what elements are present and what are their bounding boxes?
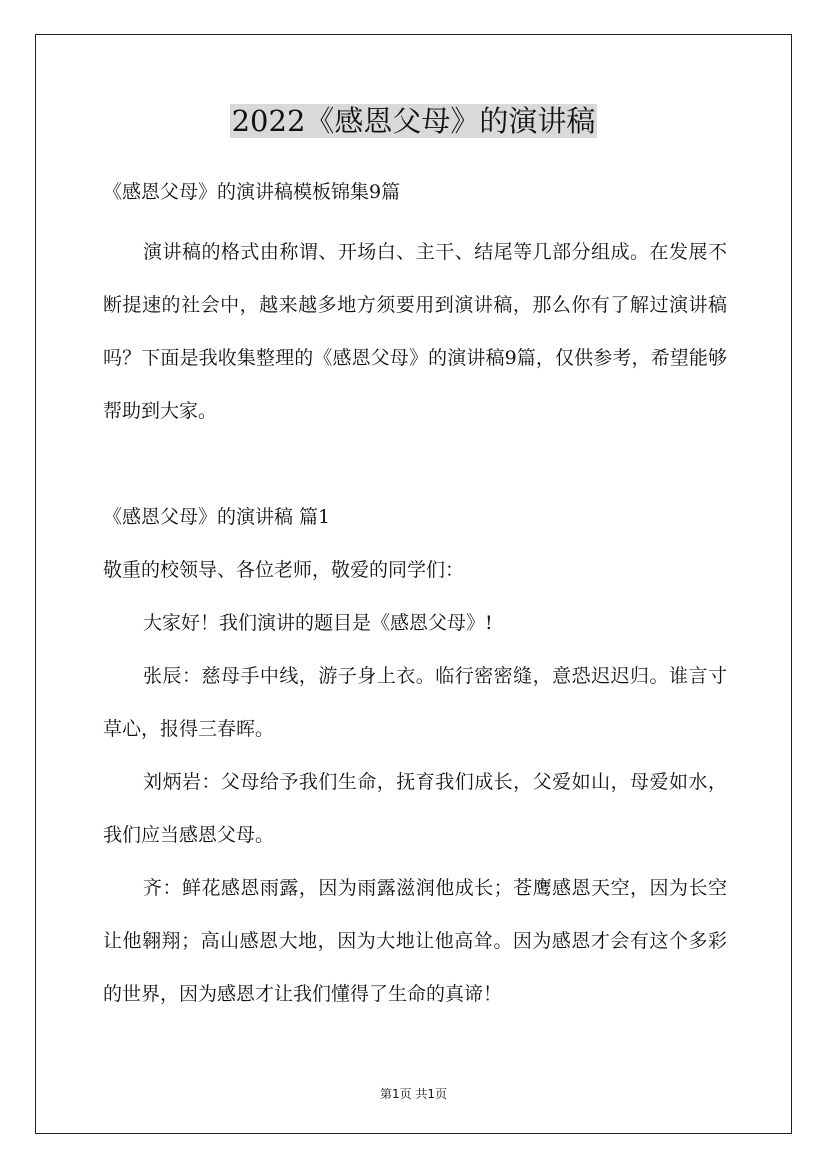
salutation: 敬重的校领导、各位老师，敬爱的同学们： — [103, 559, 465, 581]
body-paragraph: 张辰：慈母手中线，游子身上衣。临行密密缝，意恐迟迟归。谁言寸草心，报得三春晖。 — [103, 665, 727, 740]
document-title — [0, 101, 827, 141]
document-body — [103, 172, 727, 1021]
spacer — [103, 438, 727, 491]
body-paragraph: 齐：鲜花感恩雨露，因为雨露滋润他成长；苍鹰感恩天空，因为长空让他翱翔；高山感恩大地，因为大地让他高耸。因为感恩才会有这个多彩的世界，因为感恩才让我们懂得了生命的真谛！ — [103, 877, 727, 1005]
page-footer: 第1页 共1页 — [379, 1087, 448, 1101]
title-text: 2022《感恩父母》的演讲稿 — [231, 104, 596, 138]
section-heading: 《感恩父母》的演讲稿 篇1 — [103, 506, 331, 528]
body-paragraph: 刘炳岩：父母给予我们生命，抚育我们成长，父爱如山，母爱如水，我们应当感恩父母。 — [103, 771, 727, 846]
body-paragraph: 大家好！我们演讲的题目是《感恩父母》! — [143, 612, 493, 634]
intro-paragraph: 演讲稿的格式由称谓、开场白、主干、结尾等几部分组成。在发展不断提速的社会中，越来越多地方须要用到演讲稿，那么你有了解过演讲稿吗？下面是我收集整理的《感恩父母》的演讲稿9篇，仅供参考，希望能够帮助到大家。 — [103, 241, 727, 422]
document-subtitle: 《感恩父母》的演讲稿模板锦集9篇 — [103, 181, 401, 203]
